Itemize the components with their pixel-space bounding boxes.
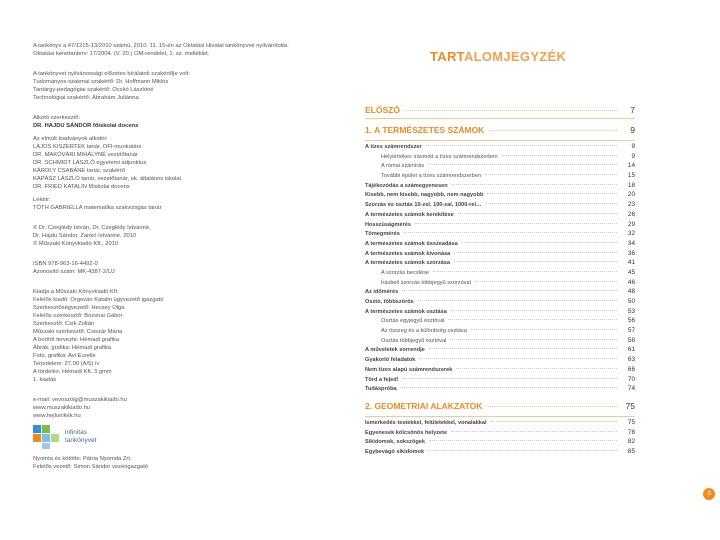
authors-block xyxy=(33,114,333,130)
copyright-line: © Dr. Czeglédy István, Dr. Czeglédy Istvánné, xyxy=(33,225,151,231)
dot-leader xyxy=(433,271,617,272)
dot-leader xyxy=(502,155,617,156)
author-line: KAPÁSZ LÁSZLÓ tanár, vezetőtanár, ok. általános iskolai xyxy=(33,176,181,182)
toc-entry xyxy=(365,327,635,337)
infinitas-logo-icon xyxy=(33,425,59,449)
toc-entry-title: Szorzás és osztás 10-zel, 100-zal, 1000-rel… xyxy=(365,202,482,209)
toc-entry-title: Törd a fejed! xyxy=(365,376,399,383)
toc-entry-title: Osztás egyjegyű osztóval xyxy=(381,318,445,325)
toc-entry xyxy=(365,317,635,327)
toc-entry-title: Osztás többjegyű osztóval xyxy=(381,337,447,344)
approval-line: Oktatási kerettanterv: 17/2004. (V. 20.) OM-rendelet, 1. sz. melléklet. xyxy=(33,51,210,57)
dot-leader xyxy=(487,193,617,194)
publisher-block xyxy=(33,288,333,384)
toc-page-number: 29 xyxy=(627,220,635,228)
toc-page-number: 20 xyxy=(627,191,635,199)
toc-page-number: 18 xyxy=(627,181,635,189)
toc-entry xyxy=(365,385,635,395)
toc-entry xyxy=(365,288,635,298)
dot-leader xyxy=(404,232,617,233)
toc-page-number: 46 xyxy=(627,278,635,286)
reviewers-line: A tankönyvet nyilvánossági előzetes bírálatok szakértője volt: xyxy=(33,71,190,77)
dot-leader xyxy=(429,440,617,441)
dot-leader xyxy=(402,290,617,291)
toc-entry xyxy=(365,240,635,250)
toc-entry xyxy=(365,438,635,448)
logo-text-line: infinitas xyxy=(65,429,88,436)
toc-entry xyxy=(365,259,635,269)
page-number: 3 xyxy=(703,488,715,500)
dot-leader xyxy=(454,252,617,253)
publisher-logo xyxy=(33,425,333,449)
dot-leader xyxy=(448,319,617,320)
toc-entry-title: A természetes számok szorzása xyxy=(365,260,450,267)
dot-leader xyxy=(462,242,617,243)
toc-section xyxy=(365,401,635,416)
publisher-line: Kiadja a Műszaki Könyvkiadó Kft. xyxy=(33,289,119,295)
dot-leader xyxy=(418,300,617,301)
toc-entry-title: A szorzás becslése xyxy=(381,269,429,276)
toc-entry-title: Tömegmérés xyxy=(365,231,400,238)
publisher-line: Műszaki szerkesztő: Csiszár Mária xyxy=(33,329,123,335)
toc-page-number: 56 xyxy=(627,317,635,325)
toc-entry-title: Ismerkedés testekkel, felületekkel, vonalakkal xyxy=(365,419,487,426)
toc-page-number: 41 xyxy=(627,259,635,267)
toc-entry xyxy=(365,162,635,172)
publisher-line: Szerkesztő: Csík Zoltán xyxy=(33,321,95,327)
editor-name: TÓTH GABRIELLA matematika szakvizsgás tanár xyxy=(33,205,162,211)
dot-leader xyxy=(456,368,617,369)
toc-entry-title: Nem tízes alapú számrendszerek xyxy=(365,366,453,373)
authors-label: Alkotó szerkesztő: xyxy=(33,115,81,121)
publisher-line: Felelős szerkesztő: Bozsnai Gábor xyxy=(33,313,123,319)
toc-title-part: TART xyxy=(430,49,464,64)
toc-title-part: ALOMJEGYZÉK xyxy=(463,49,567,64)
dot-leader xyxy=(488,130,617,131)
toc-page-number: 58 xyxy=(627,336,635,344)
reviewers-line: Technológiai szakértő: Ábrahám Juliánna xyxy=(33,95,139,101)
imprint-column xyxy=(33,42,333,476)
contact-web: www.hejlunikek.hu xyxy=(33,413,81,419)
toc-entry-title: A műveletek sorrendje xyxy=(365,347,425,354)
approval-line: A tankönyv a 47/1215-13/2010 számú, 2010. 11. 15-én az Oktatási Hivatal tankönyvvé nyilvánította. xyxy=(33,43,289,49)
dot-leader xyxy=(471,329,617,330)
toc-entry xyxy=(365,298,635,308)
printer-line: Nyomta és kötötte: Pátria Nyomda Zrt. xyxy=(33,456,132,462)
toc-entry xyxy=(365,143,635,153)
toc-section xyxy=(365,105,635,118)
isbn-line: Azonosító szám: MK-4387-2/UJ xyxy=(33,269,115,275)
toc-entry xyxy=(365,201,635,211)
logo-text-line: tankönyvet xyxy=(65,437,97,444)
dot-leader xyxy=(475,281,617,282)
publisher-line: Ábrák, grafika: Hémadi grafika xyxy=(33,345,111,351)
toc-entry-title: 2. GEOMETRIAI ALAKZATOK xyxy=(365,400,483,411)
toc-entry-title: Egyenesek kölcsönös helyzete xyxy=(365,429,448,436)
toc-entry-title: A római számírás xyxy=(381,163,425,170)
author-line: DR. FRIED KATALIN főiskolai docens xyxy=(33,184,130,190)
printer-line: Felelős vezető: Simon Sándor vezérigazgató xyxy=(33,464,149,470)
publisher-line: A borítót tervezte: Hémadi grafika xyxy=(33,337,120,343)
isbn-block xyxy=(33,260,333,276)
toc-page-number: 61 xyxy=(627,346,635,354)
author-line: KÁROLY CSABÁNÉ tanár, szakértő xyxy=(33,168,125,174)
toc-entry xyxy=(365,221,635,231)
publisher-line: Fotó, grafika: Avi Eurelle xyxy=(33,353,96,359)
toc-page-number: 75 xyxy=(625,400,635,411)
editor-block xyxy=(33,196,333,212)
dot-leader xyxy=(403,378,617,379)
dot-leader xyxy=(428,450,617,451)
toc-page-number: 14 xyxy=(627,162,635,170)
toc-entry xyxy=(365,448,635,458)
toc-entry xyxy=(365,279,635,289)
dot-leader xyxy=(485,174,617,175)
toc-page-number: 9 xyxy=(630,125,635,135)
copyright-line: © Műszaki Könyvkiadó Kft., 2010 xyxy=(33,241,119,247)
publisher-line: A tördelés: Hémadi Kft. 3 gmm xyxy=(33,369,112,375)
toc-entry-title: A természetes számok kerekítése xyxy=(365,211,454,218)
toc-entry xyxy=(365,191,635,201)
toc-entry-title: A tízes számrendszer xyxy=(365,144,422,150)
contact-web: www.muszakikiado.hu xyxy=(33,405,91,411)
dot-leader xyxy=(486,406,617,407)
editor-label: Lektor: xyxy=(33,197,51,203)
toc-entry xyxy=(365,211,635,221)
toc-entry-title: Gyakorló feladatok xyxy=(365,357,416,364)
toc-entry-title: Tudáspróba xyxy=(365,386,397,393)
toc-page-number: 34 xyxy=(627,239,635,247)
reviewers-line: Tantárgy-pedagógiai szakértő: Ocskó Lászlóné xyxy=(33,87,154,93)
dot-leader xyxy=(428,164,617,165)
reviewers-block xyxy=(33,70,333,102)
section-rule xyxy=(365,118,635,119)
dot-leader xyxy=(401,387,617,388)
dot-leader xyxy=(404,110,617,111)
toc-page-number: 15 xyxy=(627,172,635,180)
toc-page-number: 63 xyxy=(627,356,635,364)
toc-entry-title: Írásbeli szorzás többjegyű szorzóval xyxy=(381,279,471,286)
authors-head: DR. HAJDU SÁNDOR főiskolai docens xyxy=(33,123,139,129)
reviewers-line: Tudományos-szakmai szakértő: Dr. Hoffmann Miklós xyxy=(33,79,169,85)
dot-leader xyxy=(429,348,617,349)
copyright-block xyxy=(33,224,333,248)
authors-intro: Az elmúlt kiadványok alkotói: xyxy=(33,136,108,142)
copyright-line: Dr. Hajdu Sándor, Zankó Istvánné, 2010 xyxy=(33,233,137,239)
toc-entry xyxy=(365,346,635,356)
printer-block xyxy=(33,455,333,471)
publisher-line: Felelős kiadó: Orgován Katalin ügyvezető igazgató xyxy=(33,297,164,303)
dot-leader xyxy=(450,339,617,340)
section-rule xyxy=(365,416,635,417)
toc-page-number: 66 xyxy=(627,365,635,373)
toc-entry xyxy=(365,366,635,376)
author-line: DR. SCHMIDT LÁSZLÓ egyetemi adjunktus xyxy=(33,160,147,166)
isbn-line: ISBN 978-963-16-4492-0 xyxy=(33,261,98,267)
dot-leader xyxy=(454,261,617,262)
toc-entry xyxy=(365,182,635,192)
toc-page-number: 70 xyxy=(627,375,635,383)
toc-title xyxy=(430,49,566,64)
toc-page-number: 50 xyxy=(627,298,635,305)
dot-leader xyxy=(458,213,617,214)
dot-leader xyxy=(451,310,617,311)
dot-leader xyxy=(419,358,617,359)
toc-page-number: 9 xyxy=(631,152,635,160)
toc-entry-title: Tájékozódás a számegyenesen xyxy=(365,182,448,189)
toc-page-number: 82 xyxy=(627,438,635,446)
toc-entry-title: Síkidomok, sokszögek xyxy=(365,439,425,446)
toc-page-number: 45 xyxy=(627,268,635,276)
toc-page-number: 85 xyxy=(627,447,635,455)
dot-leader xyxy=(451,431,617,432)
toc-page-number: 32 xyxy=(627,230,635,238)
toc-page-number: 57 xyxy=(627,327,635,335)
dot-leader xyxy=(491,421,617,422)
contact-email: e-mail: vevoszolg@muszakikiado.hu xyxy=(33,397,127,403)
toc-entry-title: A természetes számok kivonása xyxy=(365,250,451,257)
toc-entry-title: 1. A TERMÉSZETES SZÁMOK xyxy=(365,125,485,135)
approval-block xyxy=(33,42,333,58)
toc-entry xyxy=(365,269,635,279)
toc-entry xyxy=(365,153,635,163)
toc-entry xyxy=(365,429,635,439)
toc-page-number: 74 xyxy=(627,385,635,393)
publisher-line: Szerkesztőségvezető: Hecsey Olga xyxy=(33,305,125,311)
contact-block xyxy=(33,396,333,420)
dot-leader xyxy=(452,184,617,185)
toc-page-number: 26 xyxy=(627,210,635,218)
publisher-line: Terjedelem: 27,00 (A/5) ív xyxy=(33,361,100,367)
toc-entry-title: Helyiértékes írásmód a tízes számrendszerben xyxy=(381,153,498,160)
toc-page-number: 48 xyxy=(627,288,635,296)
toc-page-number: 7 xyxy=(630,105,635,115)
toc-entry-title: Egybevágó síkidomok xyxy=(365,448,425,455)
table-of-contents xyxy=(365,103,635,458)
toc-section xyxy=(365,125,635,140)
section-rule xyxy=(365,140,635,141)
toc-entry xyxy=(365,419,635,429)
toc-entry xyxy=(365,376,635,386)
toc-entry xyxy=(365,172,635,182)
toc-page-number: 23 xyxy=(627,201,635,209)
toc-page-number: 9 xyxy=(631,143,635,150)
toc-entry xyxy=(365,230,635,240)
toc-entry-title: A természetes számok összeadása xyxy=(365,240,458,247)
author-line: LAJOS KISZERTEK tanár, OFI-munkatárs xyxy=(33,144,142,150)
toc-entry xyxy=(365,250,635,260)
toc-entry xyxy=(365,356,635,366)
toc-entry xyxy=(365,308,635,318)
author-line: DR. MAKÓVÁRI MIHÁLYNÉ vezetőtanár xyxy=(33,152,138,158)
toc-entry-title: Az időmérés xyxy=(365,289,399,296)
toc-entry-title: Hosszúságmérés xyxy=(365,221,412,228)
publisher-line: 1. kiadás xyxy=(33,377,57,383)
dot-leader xyxy=(486,203,617,204)
dot-leader xyxy=(426,145,617,146)
authors-list xyxy=(33,135,333,191)
toc-entry-title: A természetes számok osztása xyxy=(365,308,447,315)
toc-entry-title: Osztó, többszörös xyxy=(365,299,414,305)
toc-entry xyxy=(365,337,635,347)
toc-entry-title: ELŐSZÓ xyxy=(365,105,400,115)
toc-entry-title: További épület a tízes számrendszerben xyxy=(381,173,482,180)
toc-entry-title: Az összeg és a különbség osztása xyxy=(381,328,467,335)
dot-leader xyxy=(415,223,617,224)
toc-page-number: 75 xyxy=(627,418,635,426)
toc-entry-title: Kisebb, nem kisebb, nagyobb, nem nagyobb xyxy=(365,192,484,199)
toc-page-number: 78 xyxy=(627,428,635,436)
toc-page-number: 53 xyxy=(627,307,635,315)
toc-page-number: 36 xyxy=(627,249,635,257)
